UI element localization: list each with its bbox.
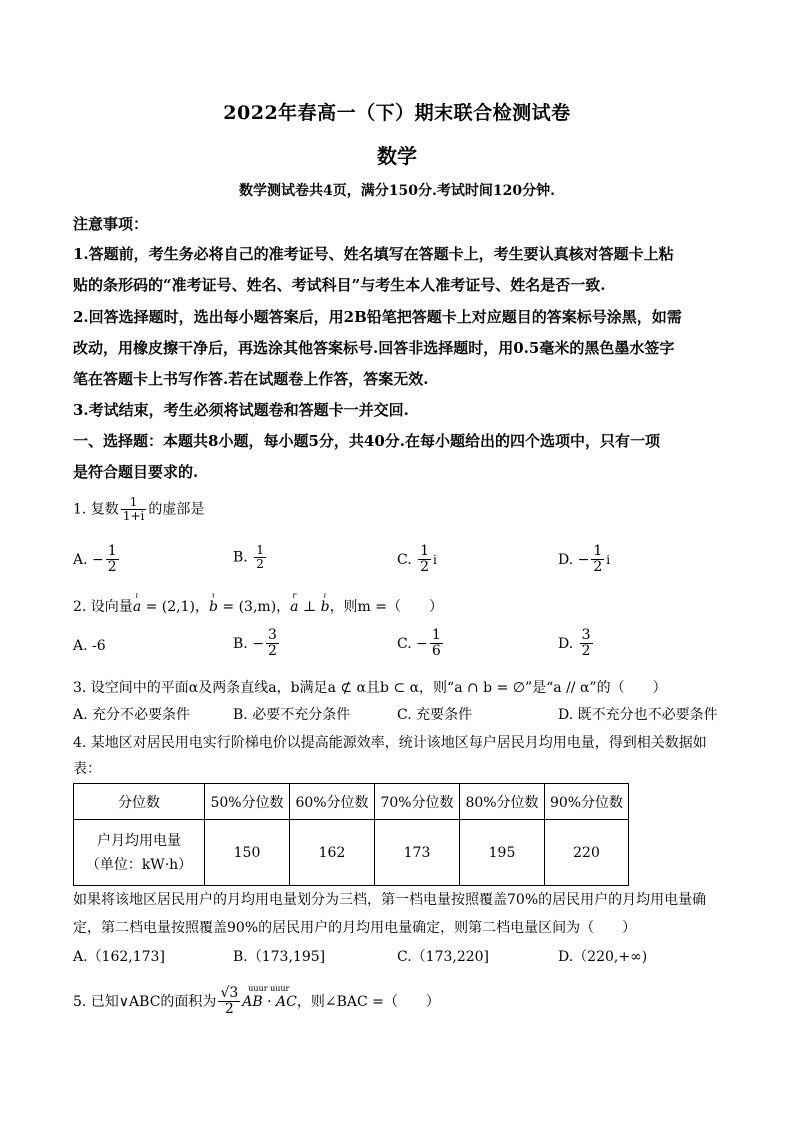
notice-item-1-line-2: 贴的条形码的“准考证号、姓名、考试科目”与考生本人准考证号、姓名是否一致. (73, 276, 606, 294)
q3-option-c: C. 充要条件 (397, 707, 473, 723)
question-1-stem (73, 496, 204, 523)
question-4-stem-line-1: 4. 某地区对居民用电实行阶梯电价以提高能源效率，统计该地区每户居民月均用电量，得到相关数据如 (73, 735, 707, 751)
notice-item-2-line-1: 2.回答选择题时，选出每小题答案后，用2B铅笔把答题卡上对应题目的答案标号涂黑，如需 (73, 308, 682, 326)
subject-title: 数学 (377, 144, 417, 168)
question-4-after-line-1: 如果将该地区居民用户的月均用电量划分为三档，第一档电量按照覆盖70%的居民用户的月均用电量确 (73, 892, 707, 908)
q2-option-b: B. − $\frac{3}{2}$ (233, 627, 277, 660)
table-header-cell: 50%分位数 (205, 784, 290, 820)
q4-option-d: D.（220,+∞) (558, 949, 648, 965)
q1-option-b: B. $\frac{1}{2}$ (233, 543, 264, 572)
exam-title: 2022年春高一（下）期末联合检测试卷 (223, 102, 571, 124)
question-4-after-line-2: 定，第二档电量按照覆盖90%的居民用户的月均用电量确定，则第二档电量区间为（ ） (73, 920, 637, 936)
table-cell: 173 (375, 820, 460, 886)
table-cell: 220 (545, 820, 629, 886)
table-row (74, 820, 629, 886)
q1-prefix: 1. 复数 (73, 501, 119, 518)
table-cell: 150 (205, 820, 290, 886)
q1-fraction: $\frac{1}{1+i}$ (122, 495, 145, 524)
q1-suffix: 的虚部是 (148, 501, 205, 518)
table-cell: 195 (460, 820, 545, 886)
notice-item-2-line-2: 改动，用橡皮擦干净后，再选涂其他答案标号.回答非选择题时，用0.5毫米的黑色墨水签字 (73, 339, 675, 357)
q3-option-a: A. 充分不必要条件 (73, 707, 191, 723)
q4-option-c: C.（173,220] (397, 949, 490, 965)
electricity-quantile-table (73, 783, 629, 886)
notice-item-1-line-1: 1.答题前，考生务必将自己的准考证号、姓名填写在答题卡上，考生要认真核对答题卡上粘 (73, 245, 674, 263)
table-header-cell: 60%分位数 (290, 784, 375, 820)
question-5-stem: 5. 已知∨ABC的面积为 $\frac{√3}{2}$ uuur uuur AB · AC，则∠BAC =（ ） (73, 983, 440, 1018)
q3-option-b: B. 必要不充分条件 (233, 707, 351, 723)
section-1-line-2: 是符合题目要求的. (73, 463, 199, 481)
q1-option-a: A. − $\frac{1}{2}$ (73, 543, 117, 576)
question-2-stem: 2. 设向量 ɩ a = (2,1)， ɩ b = (3,m)， r a ⊥ ɩ b，则m =（ ） (73, 591, 444, 615)
table-row-label: 户月均用电量 （单位：kW·h） (74, 820, 205, 886)
table-header-row (74, 784, 629, 820)
question-3-stem: 3. 设空间中的平面α及两条直线a，b满足a ⊄ α且b ⊂ α，则“a ∩ b = ∅”是“a // α”的（ ） (73, 680, 667, 696)
table-header-cell: 分位数 (74, 784, 205, 820)
table-header-cell: 70%分位数 (375, 784, 460, 820)
q1-option-d: D. − $\frac{1}{2}$ i (558, 543, 611, 576)
section-1-line-1: 一、选择题：本题共8小题，每小题5分，共40分.在每小题给出的四个选项中，只有一项 (73, 432, 660, 450)
table-header-cell: 80%分位数 (460, 784, 545, 820)
notice-item-2-line-3: 笔在答题卡上书写作答.若在试题卷上作答，答案无效. (73, 370, 429, 388)
table-cell: 162 (290, 820, 375, 886)
exam-info: 数学测试卷共4页，满分150分.考试时间120分钟. (239, 183, 555, 199)
q3-option-d: D. 既不充分也不必要条件 (558, 707, 718, 723)
q2-option-a: A. -6 (73, 638, 106, 654)
q4-option-a: A.（162,173] (73, 949, 165, 965)
q2-option-c: C. − $\frac{1}{6}$ (397, 627, 441, 660)
table-header-cell: 90%分位数 (545, 784, 629, 820)
notice-heading: 注意事项： (73, 215, 149, 233)
q1-option-c: C. $\frac{1}{2}$ i (397, 543, 437, 576)
q2-option-d: D. $\frac{3}{2}$ (558, 627, 591, 660)
question-4-stem-line-2: 表： (73, 761, 101, 777)
notice-item-3: 3.考试结束，考生必须将试题卷和答题卡一并交回. (73, 401, 409, 419)
q4-option-b: B.（173,195] (233, 949, 326, 965)
